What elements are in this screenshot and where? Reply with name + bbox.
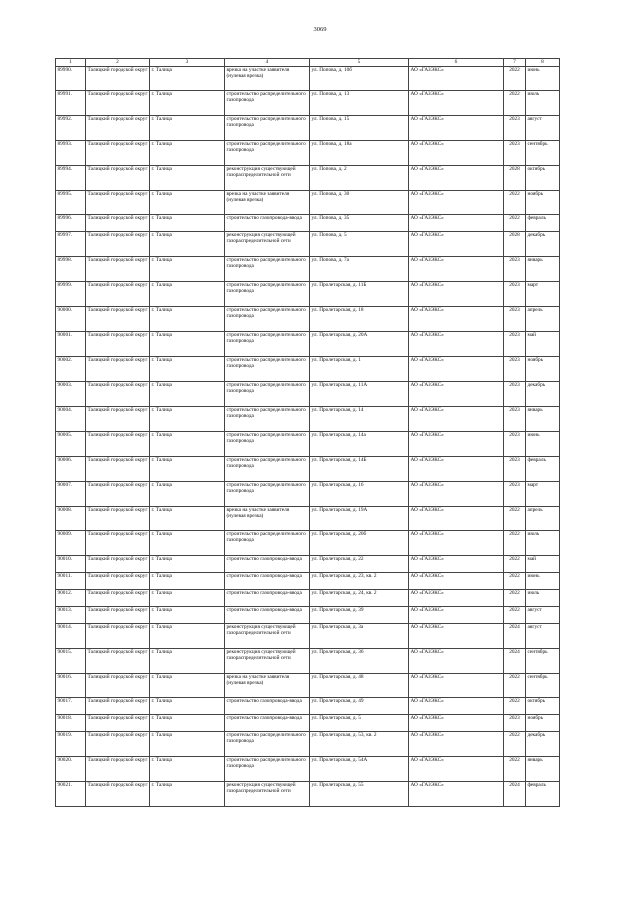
district-cell: Талицкий городской округ [86, 141, 150, 166]
column-number: 2 [86, 59, 150, 67]
town-cell: г. Талица [150, 407, 225, 432]
table-row [56, 482, 560, 507]
month-cell: апрель [526, 307, 560, 332]
work-type-cell: строительство газопровода-ввода [225, 715, 310, 732]
month-cell: июль [526, 531, 560, 556]
table-row [56, 573, 560, 590]
address-cell: ул. Попова, д. 18а [310, 141, 409, 166]
district-cell: Талицкий городской округ [86, 215, 150, 232]
month-cell: январь [526, 257, 560, 282]
row-number: 89991. [56, 91, 86, 116]
column-number: 8 [526, 59, 560, 67]
month-cell: октябрь [526, 698, 560, 715]
row-number: 90002. [56, 357, 86, 382]
organization-cell: АО «ГАЗЭКС» [409, 432, 504, 457]
month-cell: июль [526, 590, 560, 607]
row-number: 89999. [56, 282, 86, 307]
address-cell: ул. Пролетарская, д. 49 [310, 698, 409, 715]
row-number: 89993. [56, 141, 86, 166]
page-number: 3069 [313, 26, 327, 33]
year-cell: 2023 [504, 382, 526, 407]
work-type-cell: реконструкция существующей газораспределительной сети [225, 232, 310, 257]
district-cell: Талицкий городской округ [86, 282, 150, 307]
district-cell: Талицкий городской округ [86, 482, 150, 507]
table-row [56, 782, 560, 807]
year-cell: 2023 [504, 307, 526, 332]
address-cell: ул. Пролетарская, д. 20б [310, 531, 409, 556]
district-cell: Талицкий городской округ [86, 232, 150, 257]
year-cell: 2022 [504, 732, 526, 757]
work-type-cell: врезка на участке заявителя (нулевая врезка) [225, 67, 310, 91]
town-cell: г. Талица [150, 282, 225, 307]
address-cell: ул. Пролетарская, д. 14Б [310, 457, 409, 482]
row-number: 90013. [56, 607, 86, 624]
organization-cell: АО «ГАЗЭКС» [409, 607, 504, 624]
organization-cell: АО «ГАЗЭКС» [409, 232, 504, 257]
month-cell: июнь [526, 573, 560, 590]
district-cell: Талицкий городской округ [86, 624, 150, 649]
column-number: 7 [504, 59, 526, 67]
table-row [56, 141, 560, 166]
town-cell: г. Талица [150, 531, 225, 556]
row-number: 90008. [56, 507, 86, 531]
address-cell: ул. Пролетарская, д. 5 [310, 715, 409, 732]
address-cell: ул. Пролетарская, д. 3а [310, 624, 409, 649]
organization-cell: АО «ГАЗЭКС» [409, 624, 504, 649]
address-cell: ул. Пролетарская, д. 54А [310, 757, 409, 782]
town-cell: г. Талица [150, 432, 225, 457]
year-cell: 2022 [504, 91, 526, 116]
table-row [56, 674, 560, 698]
town-cell: г. Талица [150, 698, 225, 715]
address-cell: ул. Пролетарская, д. 16 [310, 482, 409, 507]
address-cell: ул. Попова, д. 2 [310, 166, 409, 191]
town-cell: г. Талица [150, 116, 225, 141]
year-cell: 2022 [504, 556, 526, 573]
work-type-cell: строительство распределительного газопровода [225, 407, 310, 432]
address-cell: ул. Пролетарская, д. 24, кв. 2 [310, 590, 409, 607]
column-number-row [56, 59, 560, 67]
table-row [56, 698, 560, 715]
work-type-cell: строительство распределительного газопровода [225, 282, 310, 307]
row-number: 90003. [56, 382, 86, 407]
town-cell: г. Талица [150, 91, 225, 116]
district-cell: Талицкий городской округ [86, 732, 150, 757]
month-cell: август [526, 607, 560, 624]
organization-cell: АО «ГАЗЭКС» [409, 307, 504, 332]
address-cell: ул. Пролетарская, д. 14а [310, 432, 409, 457]
row-number: 89997. [56, 232, 86, 257]
organization-cell: АО «ГАЗЭКС» [409, 332, 504, 357]
year-cell: 2022 [504, 507, 526, 531]
year-cell: 2022 [504, 607, 526, 624]
month-cell: сентябрь [526, 649, 560, 674]
town-cell: г. Талица [150, 573, 225, 590]
year-cell: 2022 [504, 67, 526, 91]
district-cell: Талицкий городской округ [86, 332, 150, 357]
table-row [56, 166, 560, 191]
work-type-cell: строительство распределительного газопровода [225, 732, 310, 757]
table-row [56, 116, 560, 141]
row-number: 90020. [56, 757, 86, 782]
year-cell: 2023 [504, 357, 526, 382]
year-cell: 2023 [504, 457, 526, 482]
table-row [56, 715, 560, 732]
row-number: 90012. [56, 590, 86, 607]
address-cell: ул. Пролетарская, д. 36 [310, 649, 409, 674]
organization-cell: АО «ГАЗЭКС» [409, 382, 504, 407]
month-cell: ноябрь [526, 357, 560, 382]
year-cell: 2022 [504, 531, 526, 556]
month-cell: декабрь [526, 232, 560, 257]
organization-cell: АО «ГАЗЭКС» [409, 674, 504, 698]
address-cell: ул. Пролетарская, д. 39 [310, 607, 409, 624]
work-type-cell: строительство распределительного газопровода [225, 332, 310, 357]
town-cell: г. Талица [150, 507, 225, 531]
organization-cell: АО «ГАЗЭКС» [409, 282, 504, 307]
row-number: 90019. [56, 732, 86, 757]
month-cell: март [526, 282, 560, 307]
year-cell: 2023 [504, 715, 526, 732]
work-type-cell: строительство распределительного газопровода [225, 116, 310, 141]
organization-cell: АО «ГАЗЭКС» [409, 141, 504, 166]
organization-cell: АО «ГАЗЭКС» [409, 649, 504, 674]
table-row [56, 67, 560, 91]
work-type-cell: строительство газопровода-ввода [225, 573, 310, 590]
district-cell: Талицкий городской округ [86, 382, 150, 407]
work-type-cell: врезка на участке заявителя (нулевая врезка) [225, 507, 310, 531]
address-cell: ул. Попова, д. 30 [310, 191, 409, 215]
month-cell: август [526, 624, 560, 649]
year-cell: 2023 [504, 257, 526, 282]
address-cell: ул. Пролетарская, д. 22 [310, 556, 409, 573]
row-number: 90004. [56, 407, 86, 432]
address-cell: ул. Пролетарская, д. 23, кв. 2 [310, 573, 409, 590]
district-cell: Талицкий городской округ [86, 757, 150, 782]
district-cell: Талицкий городской округ [86, 782, 150, 807]
address-cell: ул. Пролетарская, д. 18 [310, 307, 409, 332]
table-row [56, 607, 560, 624]
organization-cell: АО «ГАЗЭКС» [409, 191, 504, 215]
table-row [56, 307, 560, 332]
town-cell: г. Талица [150, 215, 225, 232]
town-cell: г. Талица [150, 191, 225, 215]
year-cell: 2023 [504, 432, 526, 457]
organization-cell: АО «ГАЗЭКС» [409, 507, 504, 531]
table-row [56, 407, 560, 432]
address-cell: ул. Пролетарская, д. 19А [310, 507, 409, 531]
town-cell: г. Талица [150, 649, 225, 674]
district-cell: Талицкий городской округ [86, 507, 150, 531]
work-type-cell: строительство распределительного газопровода [225, 457, 310, 482]
year-cell: 2023 [504, 332, 526, 357]
table-row [56, 507, 560, 531]
table-row [56, 457, 560, 482]
district-cell: Талицкий городской округ [86, 649, 150, 674]
month-cell: январь [526, 407, 560, 432]
year-cell: 2022 [504, 191, 526, 215]
year-cell: 2022 [504, 698, 526, 715]
address-cell: ул. Пролетарская, д. 53, кв. 2 [310, 732, 409, 757]
row-number: 90001. [56, 332, 86, 357]
organization-cell: АО «ГАЗЭКС» [409, 590, 504, 607]
district-cell: Талицкий городской округ [86, 674, 150, 698]
row-number: 90014. [56, 624, 86, 649]
row-number: 90000. [56, 307, 86, 332]
row-number: 90016. [56, 674, 86, 698]
month-cell: декабрь [526, 382, 560, 407]
address-cell: ул. Попова, д. 5 [310, 232, 409, 257]
year-cell: 2022 [504, 674, 526, 698]
organization-cell: АО «ГАЗЭКС» [409, 166, 504, 191]
district-cell: Талицкий городской округ [86, 307, 150, 332]
district-cell: Талицкий городской округ [86, 457, 150, 482]
month-cell: декабрь [526, 732, 560, 757]
work-type-cell: строительство распределительного газопровода [225, 382, 310, 407]
month-cell: ноябрь [526, 191, 560, 215]
year-cell: 2022 [504, 215, 526, 232]
district-cell: Талицкий городской округ [86, 407, 150, 432]
town-cell: г. Талица [150, 257, 225, 282]
town-cell: г. Талица [150, 607, 225, 624]
month-cell: январь [526, 757, 560, 782]
town-cell: г. Талица [150, 307, 225, 332]
town-cell: г. Талица [150, 232, 225, 257]
month-cell: февраль [526, 215, 560, 232]
work-type-cell: строительство газопровода-ввода [225, 590, 310, 607]
address-cell: ул. Пролетарская, д. 48 [310, 674, 409, 698]
organization-cell: АО «ГАЗЭКС» [409, 757, 504, 782]
organization-cell: АО «ГАЗЭКС» [409, 782, 504, 807]
address-cell: ул. Пролетарская, д. 11А [310, 382, 409, 407]
district-cell: Талицкий городской округ [86, 715, 150, 732]
month-cell: апрель [526, 507, 560, 531]
organization-cell: АО «ГАЗЭКС» [409, 215, 504, 232]
town-cell: г. Талица [150, 166, 225, 191]
month-cell: сентябрь [526, 141, 560, 166]
organization-cell: АО «ГАЗЭКС» [409, 531, 504, 556]
address-cell: ул. Попова, д. 10б [310, 67, 409, 91]
work-type-cell: врезка на участке заявителя (нулевая врезка) [225, 674, 310, 698]
town-cell: г. Талица [150, 141, 225, 166]
month-cell: май [526, 332, 560, 357]
row-number: 90015. [56, 649, 86, 674]
address-cell: ул. Попова, д. 13 [310, 91, 409, 116]
address-cell: ул. Пролетарская, д. 11Б [310, 282, 409, 307]
month-cell: июнь [526, 67, 560, 91]
district-cell: Талицкий городской округ [86, 166, 150, 191]
row-number: 90009. [56, 531, 86, 556]
year-cell: 2024 [504, 649, 526, 674]
work-type-cell: строительство газопровода-ввода [225, 215, 310, 232]
table-row [56, 215, 560, 232]
row-number: 90021. [56, 782, 86, 807]
work-type-cell: реконструкция существующей газораспределительной сети [225, 649, 310, 674]
district-cell: Талицкий городской округ [86, 590, 150, 607]
town-cell: г. Талица [150, 357, 225, 382]
work-type-cell: строительство газопровода-ввода [225, 698, 310, 715]
work-type-cell: реконструкция существующей газораспределительной сети [225, 166, 310, 191]
table-row [56, 257, 560, 282]
district-cell: Талицкий городской округ [86, 116, 150, 141]
table-row [56, 556, 560, 573]
district-cell: Талицкий городской округ [86, 191, 150, 215]
month-cell: февраль [526, 457, 560, 482]
town-cell: г. Талица [150, 332, 225, 357]
town-cell: г. Талица [150, 782, 225, 807]
month-cell: июнь [526, 432, 560, 457]
table-row [56, 531, 560, 556]
work-type-cell: реконструкция существующей газораспределительной сети [225, 782, 310, 807]
address-cell: ул. Пролетарская, д. 14 [310, 407, 409, 432]
table-row [56, 757, 560, 782]
address-cell: ул. Попова, д. 35 [310, 215, 409, 232]
town-cell: г. Талица [150, 67, 225, 91]
district-cell: Талицкий городской округ [86, 357, 150, 382]
gasification-schedule-table [55, 58, 560, 807]
column-number: 6 [409, 59, 504, 67]
district-cell: Талицкий городской округ [86, 556, 150, 573]
year-cell: 2022 [504, 757, 526, 782]
table-row [56, 432, 560, 457]
organization-cell: АО «ГАЗЭКС» [409, 732, 504, 757]
row-number: 90006. [56, 457, 86, 482]
year-cell: 2022 [504, 573, 526, 590]
work-type-cell: строительство распределительного газопровода [225, 432, 310, 457]
year-cell: 2023 [504, 116, 526, 141]
month-cell: май [526, 556, 560, 573]
district-cell: Талицкий городской округ [86, 698, 150, 715]
address-cell: ул. Попова, д. 7а [310, 257, 409, 282]
work-type-cell: строительство распределительного газопровода [225, 531, 310, 556]
organization-cell: АО «ГАЗЭКС» [409, 715, 504, 732]
row-number: 89994. [56, 166, 86, 191]
organization-cell: АО «ГАЗЭКС» [409, 91, 504, 116]
work-type-cell: реконструкция существующей газораспределительной сети [225, 624, 310, 649]
year-cell: 2023 [504, 282, 526, 307]
town-cell: г. Талица [150, 715, 225, 732]
organization-cell: АО «ГАЗЭКС» [409, 482, 504, 507]
row-number: 90018. [56, 715, 86, 732]
district-cell: Талицкий городской округ [86, 67, 150, 91]
row-number: 89990. [56, 67, 86, 91]
column-number: 4 [225, 59, 310, 67]
work-type-cell: строительство распределительного газопровода [225, 307, 310, 332]
table-row [56, 282, 560, 307]
district-cell: Талицкий городской округ [86, 257, 150, 282]
address-cell: ул. Пролетарская, д. 1 [310, 357, 409, 382]
organization-cell: АО «ГАЗЭКС» [409, 116, 504, 141]
address-cell: ул. Пролетарская, д. 20А [310, 332, 409, 357]
year-cell: 2028 [504, 232, 526, 257]
work-type-cell: строительство распределительного газопровода [225, 141, 310, 166]
table-row [56, 649, 560, 674]
district-cell: Талицкий городской округ [86, 432, 150, 457]
table-row [56, 232, 560, 257]
month-cell: август [526, 116, 560, 141]
year-cell: 2024 [504, 782, 526, 807]
table-row [56, 624, 560, 649]
row-number: 89996. [56, 215, 86, 232]
table-row [56, 332, 560, 357]
table-row [56, 382, 560, 407]
organization-cell: АО «ГАЗЭКС» [409, 407, 504, 432]
column-number: 1 [56, 59, 86, 67]
work-type-cell: строительство распределительного газопровода [225, 482, 310, 507]
town-cell: г. Талица [150, 732, 225, 757]
district-cell: Талицкий городской округ [86, 573, 150, 590]
work-type-cell: строительство газопровода-ввода [225, 556, 310, 573]
town-cell: г. Талица [150, 757, 225, 782]
organization-cell: АО «ГАЗЭКС» [409, 457, 504, 482]
row-number: 90005. [56, 432, 86, 457]
town-cell: г. Талица [150, 482, 225, 507]
table-row [56, 590, 560, 607]
table-row [56, 732, 560, 757]
row-number: 90010. [56, 556, 86, 573]
year-cell: 2028 [504, 166, 526, 191]
year-cell: 2023 [504, 407, 526, 432]
district-cell: Талицкий городской округ [86, 531, 150, 556]
year-cell: 2024 [504, 624, 526, 649]
work-type-cell: строительство распределительного газопровода [225, 257, 310, 282]
month-cell: ноябрь [526, 715, 560, 732]
organization-cell: АО «ГАЗЭКС» [409, 556, 504, 573]
row-number: 90017. [56, 698, 86, 715]
month-cell: сентябрь [526, 674, 560, 698]
organization-cell: АО «ГАЗЭКС» [409, 573, 504, 590]
organization-cell: АО «ГАЗЭКС» [409, 67, 504, 91]
organization-cell: АО «ГАЗЭКС» [409, 257, 504, 282]
town-cell: г. Талица [150, 590, 225, 607]
organization-cell: АО «ГАЗЭКС» [409, 357, 504, 382]
work-type-cell: строительство газопровода-ввода [225, 607, 310, 624]
town-cell: г. Талица [150, 457, 225, 482]
row-number: 90007. [56, 482, 86, 507]
town-cell: г. Талица [150, 556, 225, 573]
row-number: 89992. [56, 116, 86, 141]
column-number: 5 [310, 59, 409, 67]
row-number: 89995. [56, 191, 86, 215]
month-cell: март [526, 482, 560, 507]
address-cell: ул. Пролетарская, д. 55 [310, 782, 409, 807]
work-type-cell: строительство распределительного газопровода [225, 91, 310, 116]
town-cell: г. Талица [150, 382, 225, 407]
town-cell: г. Талица [150, 624, 225, 649]
district-cell: Талицкий городской округ [86, 607, 150, 624]
district-cell: Талицкий городской округ [86, 91, 150, 116]
work-type-cell: врезка на участке заявителя (нулевая врезка) [225, 191, 310, 215]
column-number: 3 [150, 59, 225, 67]
address-cell: ул. Попова, д. 15 [310, 116, 409, 141]
year-cell: 2023 [504, 141, 526, 166]
year-cell: 2023 [504, 482, 526, 507]
work-type-cell: строительство распределительного газопровода [225, 757, 310, 782]
month-cell: июль [526, 91, 560, 116]
table-row [56, 191, 560, 215]
month-cell: февраль [526, 782, 560, 807]
town-cell: г. Талица [150, 674, 225, 698]
year-cell: 2022 [504, 590, 526, 607]
work-type-cell: строительство распределительного газопровода [225, 357, 310, 382]
table-row [56, 91, 560, 116]
table-row [56, 357, 560, 382]
organization-cell: АО «ГАЗЭКС» [409, 698, 504, 715]
row-number: 89998. [56, 257, 86, 282]
row-number: 90011. [56, 573, 86, 590]
month-cell: октябрь [526, 166, 560, 191]
